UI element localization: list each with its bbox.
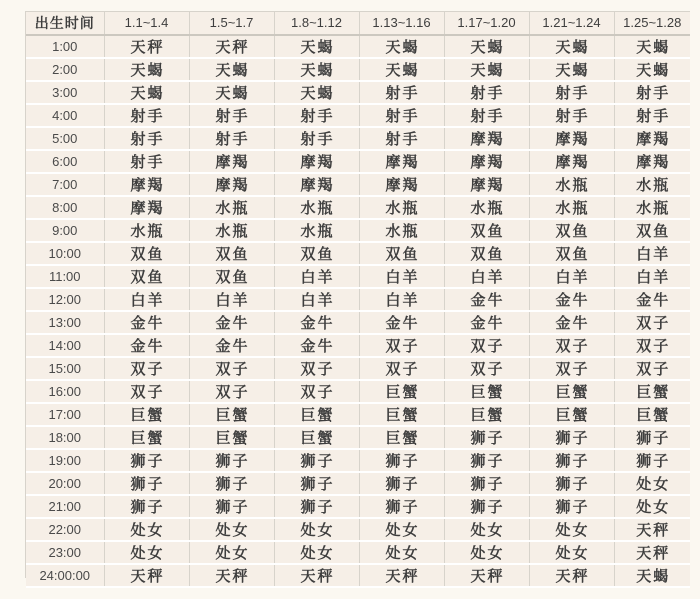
- sign-cell: 射手: [529, 81, 614, 104]
- sign-cell: 天蝎: [274, 35, 359, 58]
- sign-cell: 天蝎: [189, 58, 274, 81]
- sign-cell: 狮子: [529, 426, 614, 449]
- sign-cell: 天秤: [104, 564, 189, 587]
- time-cell: 6:00: [26, 150, 104, 173]
- sign-cell: 水瓶: [274, 219, 359, 242]
- table-row: [26, 380, 690, 403]
- sign-cell: 双鱼: [104, 265, 189, 288]
- sign-cell: 金牛: [274, 334, 359, 357]
- sign-cell: 金牛: [359, 311, 444, 334]
- sign-cell: 双子: [359, 357, 444, 380]
- table-row: [26, 449, 690, 472]
- sign-cell: 天蝎: [104, 58, 189, 81]
- sign-cell: 摩羯: [104, 173, 189, 196]
- sign-cell: 巨蟹: [104, 403, 189, 426]
- header-cell-date-range: 1.5~1.7: [189, 12, 274, 35]
- sign-cell: 双子: [274, 380, 359, 403]
- sign-cell: 射手: [189, 127, 274, 150]
- sign-cell: 处女: [444, 518, 529, 541]
- sign-cell: 射手: [274, 127, 359, 150]
- sign-cell: 水瓶: [189, 219, 274, 242]
- table-row: [26, 127, 690, 150]
- sign-cell: 摩羯: [359, 150, 444, 173]
- sign-cell: 金牛: [529, 311, 614, 334]
- sign-cell: 水瓶: [274, 196, 359, 219]
- sign-cell: 双子: [529, 334, 614, 357]
- header-cell-date-range: 1.13~1.16: [359, 12, 444, 35]
- sign-cell: 巨蟹: [529, 380, 614, 403]
- sign-cell: 处女: [274, 541, 359, 564]
- sign-cell: 射手: [529, 104, 614, 127]
- time-cell: 18:00: [26, 426, 104, 449]
- table-row: [26, 173, 690, 196]
- sign-cell: 白羊: [274, 288, 359, 311]
- table-row: [26, 58, 690, 81]
- table-row: [26, 495, 690, 518]
- sign-cell: 双鱼: [444, 219, 529, 242]
- sign-cell: 白羊: [529, 265, 614, 288]
- sign-cell: 摩羯: [189, 150, 274, 173]
- table-row: [26, 196, 690, 219]
- sign-cell: 天秤: [189, 35, 274, 58]
- sign-cell: 天蝎: [614, 35, 690, 58]
- sign-cell: 狮子: [529, 495, 614, 518]
- sign-cell: 巨蟹: [359, 380, 444, 403]
- sign-cell: 双鱼: [359, 242, 444, 265]
- sign-cell: 巨蟹: [614, 403, 690, 426]
- table-row: [26, 104, 690, 127]
- sign-cell: 金牛: [444, 288, 529, 311]
- sign-cell: 水瓶: [529, 196, 614, 219]
- sign-cell: 摩羯: [529, 127, 614, 150]
- table-header: [26, 12, 690, 35]
- sign-cell: 狮子: [104, 449, 189, 472]
- sign-cell: 狮子: [104, 472, 189, 495]
- sign-cell: 摩羯: [614, 127, 690, 150]
- sign-cell: 白羊: [359, 265, 444, 288]
- sign-cell: 摩羯: [274, 150, 359, 173]
- table-row: [26, 81, 690, 104]
- sign-cell: 处女: [529, 541, 614, 564]
- sign-cell: 狮子: [274, 449, 359, 472]
- sign-cell: 双子: [189, 380, 274, 403]
- sign-cell: 巨蟹: [444, 380, 529, 403]
- sign-cell: 摩羯: [444, 150, 529, 173]
- time-cell: 5:00: [26, 127, 104, 150]
- sign-cell: 双鱼: [189, 242, 274, 265]
- sign-cell: 处女: [359, 541, 444, 564]
- sign-cell: 白羊: [444, 265, 529, 288]
- time-cell: 15:00: [26, 357, 104, 380]
- header-cell-birth-time: 出生时间: [26, 12, 104, 35]
- sign-cell: 处女: [529, 518, 614, 541]
- time-cell: 16:00: [26, 380, 104, 403]
- sign-cell: 摩羯: [359, 173, 444, 196]
- sign-cell: 巨蟹: [274, 403, 359, 426]
- sign-cell: 狮子: [444, 426, 529, 449]
- sign-cell: 摩羯: [274, 173, 359, 196]
- time-cell: 2:00: [26, 58, 104, 81]
- sign-cell: 白羊: [274, 265, 359, 288]
- sign-cell: 双子: [614, 357, 690, 380]
- sign-cell: 金牛: [104, 311, 189, 334]
- table-row: [26, 541, 690, 564]
- sign-cell: 天蝎: [359, 35, 444, 58]
- sign-cell: 射手: [444, 104, 529, 127]
- time-cell: 10:00: [26, 242, 104, 265]
- sign-cell: 双子: [189, 357, 274, 380]
- table-body: [26, 35, 690, 587]
- sign-cell: 处女: [614, 495, 690, 518]
- sign-cell: 双子: [614, 311, 690, 334]
- sign-cell: 双鱼: [529, 242, 614, 265]
- sign-cell: 双鱼: [274, 242, 359, 265]
- sign-cell: 射手: [274, 104, 359, 127]
- sign-cell: 处女: [189, 541, 274, 564]
- ascendant-table-container: [25, 11, 690, 585]
- sign-cell: 狮子: [359, 472, 444, 495]
- sign-cell: 射手: [189, 104, 274, 127]
- sign-cell: 天秤: [529, 564, 614, 587]
- table-row: [26, 334, 690, 357]
- sign-cell: 双子: [444, 334, 529, 357]
- sign-cell: 水瓶: [359, 219, 444, 242]
- sign-cell: 天秤: [189, 564, 274, 587]
- header-cell-date-range: 1.17~1.20: [444, 12, 529, 35]
- sign-cell: 水瓶: [444, 196, 529, 219]
- sign-cell: 水瓶: [614, 196, 690, 219]
- time-cell: 23:00: [26, 541, 104, 564]
- sign-cell: 射手: [359, 81, 444, 104]
- time-cell: 21:00: [26, 495, 104, 518]
- sign-cell: 摩羯: [444, 173, 529, 196]
- sign-cell: 射手: [104, 104, 189, 127]
- sign-cell: 摩羯: [444, 127, 529, 150]
- sign-cell: 白羊: [104, 288, 189, 311]
- table-row: [26, 426, 690, 449]
- time-cell: 8:00: [26, 196, 104, 219]
- sign-cell: 射手: [104, 127, 189, 150]
- time-cell: 22:00: [26, 518, 104, 541]
- sign-cell: 摩羯: [529, 150, 614, 173]
- table-row: [26, 357, 690, 380]
- sign-cell: 射手: [444, 81, 529, 104]
- sign-cell: 射手: [614, 104, 690, 127]
- sign-cell: 金牛: [529, 288, 614, 311]
- sign-cell: 金牛: [104, 334, 189, 357]
- header-cell-date-range: 1.21~1.24: [529, 12, 614, 35]
- time-cell: 11:00: [26, 265, 104, 288]
- sign-cell: 狮子: [189, 495, 274, 518]
- time-cell: 4:00: [26, 104, 104, 127]
- sign-cell: 巨蟹: [359, 403, 444, 426]
- sign-cell: 天秤: [444, 564, 529, 587]
- time-cell: 7:00: [26, 173, 104, 196]
- sign-cell: 金牛: [189, 334, 274, 357]
- sign-cell: 双子: [274, 357, 359, 380]
- sign-cell: 天秤: [614, 518, 690, 541]
- sign-cell: 白羊: [614, 242, 690, 265]
- sign-cell: 双鱼: [104, 242, 189, 265]
- sign-cell: 天蝎: [529, 35, 614, 58]
- sign-cell: 狮子: [529, 449, 614, 472]
- sign-cell: 狮子: [274, 495, 359, 518]
- table-row: [26, 150, 690, 173]
- sign-cell: 双鱼: [444, 242, 529, 265]
- sign-cell: 巨蟹: [359, 426, 444, 449]
- sign-cell: 摩羯: [189, 173, 274, 196]
- sign-cell: 狮子: [189, 472, 274, 495]
- header-cell-date-range: 1.8~1.12: [274, 12, 359, 35]
- sign-cell: 金牛: [444, 311, 529, 334]
- sign-cell: 狮子: [529, 472, 614, 495]
- sign-cell: 天秤: [614, 541, 690, 564]
- sign-cell: 摩羯: [104, 196, 189, 219]
- sign-cell: 双子: [444, 357, 529, 380]
- sign-cell: 狮子: [614, 449, 690, 472]
- sign-cell: 狮子: [359, 495, 444, 518]
- sign-cell: 天蝎: [614, 564, 690, 587]
- sign-cell: 天蝎: [189, 81, 274, 104]
- sign-cell: 水瓶: [614, 173, 690, 196]
- sign-cell: 狮子: [444, 495, 529, 518]
- time-cell: 3:00: [26, 81, 104, 104]
- sign-cell: 双子: [104, 380, 189, 403]
- sign-cell: 摩羯: [614, 150, 690, 173]
- sign-cell: 天蝎: [274, 81, 359, 104]
- table-row: [26, 472, 690, 495]
- table-row: [26, 35, 690, 58]
- table-row: [26, 242, 690, 265]
- sign-cell: 处女: [359, 518, 444, 541]
- sign-cell: 巨蟹: [274, 426, 359, 449]
- time-cell: 13:00: [26, 311, 104, 334]
- sign-cell: 白羊: [359, 288, 444, 311]
- sign-cell: 水瓶: [529, 173, 614, 196]
- time-cell: 1:00: [26, 35, 104, 58]
- sign-cell: 处女: [614, 472, 690, 495]
- sign-cell: 狮子: [444, 449, 529, 472]
- table-row: [26, 403, 690, 426]
- sign-cell: 双鱼: [614, 219, 690, 242]
- ascendant-table: [26, 12, 690, 588]
- table-row: [26, 265, 690, 288]
- sign-cell: 巨蟹: [189, 426, 274, 449]
- sign-cell: 双子: [529, 357, 614, 380]
- sign-cell: 狮子: [614, 426, 690, 449]
- sign-cell: 金牛: [274, 311, 359, 334]
- table-row: [26, 518, 690, 541]
- sign-cell: 天蝎: [444, 35, 529, 58]
- sign-cell: 天蝎: [529, 58, 614, 81]
- sign-cell: 巨蟹: [614, 380, 690, 403]
- header-cell-date-range: 1.25~1.28: [614, 12, 690, 35]
- time-cell: 12:00: [26, 288, 104, 311]
- table-row: [26, 288, 690, 311]
- sign-cell: 水瓶: [359, 196, 444, 219]
- sign-cell: 金牛: [614, 288, 690, 311]
- sign-cell: 水瓶: [189, 196, 274, 219]
- time-cell: 17:00: [26, 403, 104, 426]
- sign-cell: 巨蟹: [189, 403, 274, 426]
- table-row: [26, 564, 690, 587]
- sign-cell: 狮子: [359, 449, 444, 472]
- sign-cell: 处女: [104, 518, 189, 541]
- sign-cell: 巨蟹: [444, 403, 529, 426]
- sign-cell: 双子: [104, 357, 189, 380]
- sign-cell: 狮子: [189, 449, 274, 472]
- sign-cell: 双子: [359, 334, 444, 357]
- sign-cell: 天蝎: [444, 58, 529, 81]
- sign-cell: 天蝎: [274, 58, 359, 81]
- time-cell: 14:00: [26, 334, 104, 357]
- sign-cell: 射手: [359, 127, 444, 150]
- sign-cell: 双子: [614, 334, 690, 357]
- sign-cell: 狮子: [104, 495, 189, 518]
- sign-cell: 射手: [359, 104, 444, 127]
- sign-cell: 处女: [444, 541, 529, 564]
- sign-cell: 天秤: [359, 564, 444, 587]
- sign-cell: 处女: [104, 541, 189, 564]
- time-cell: 9:00: [26, 219, 104, 242]
- sign-cell: 天秤: [274, 564, 359, 587]
- sign-cell: 处女: [189, 518, 274, 541]
- time-cell: 19:00: [26, 449, 104, 472]
- sign-cell: 白羊: [189, 288, 274, 311]
- sign-cell: 巨蟹: [529, 403, 614, 426]
- sign-cell: 天蝎: [104, 81, 189, 104]
- sign-cell: 狮子: [274, 472, 359, 495]
- table-row: [26, 219, 690, 242]
- sign-cell: 巨蟹: [104, 426, 189, 449]
- sign-cell: 天蝎: [614, 58, 690, 81]
- sign-cell: 狮子: [444, 472, 529, 495]
- time-cell: 20:00: [26, 472, 104, 495]
- table-row: [26, 311, 690, 334]
- header-row: [26, 12, 690, 35]
- header-cell-date-range: 1.1~1.4: [104, 12, 189, 35]
- sign-cell: 天蝎: [359, 58, 444, 81]
- sign-cell: 射手: [104, 150, 189, 173]
- sign-cell: 水瓶: [104, 219, 189, 242]
- sign-cell: 处女: [274, 518, 359, 541]
- sign-cell: 天秤: [104, 35, 189, 58]
- time-cell: 24:00:00: [26, 564, 104, 587]
- sign-cell: 双鱼: [529, 219, 614, 242]
- sign-cell: 白羊: [614, 265, 690, 288]
- sign-cell: 射手: [614, 81, 690, 104]
- sign-cell: 金牛: [189, 311, 274, 334]
- sign-cell: 双鱼: [189, 265, 274, 288]
